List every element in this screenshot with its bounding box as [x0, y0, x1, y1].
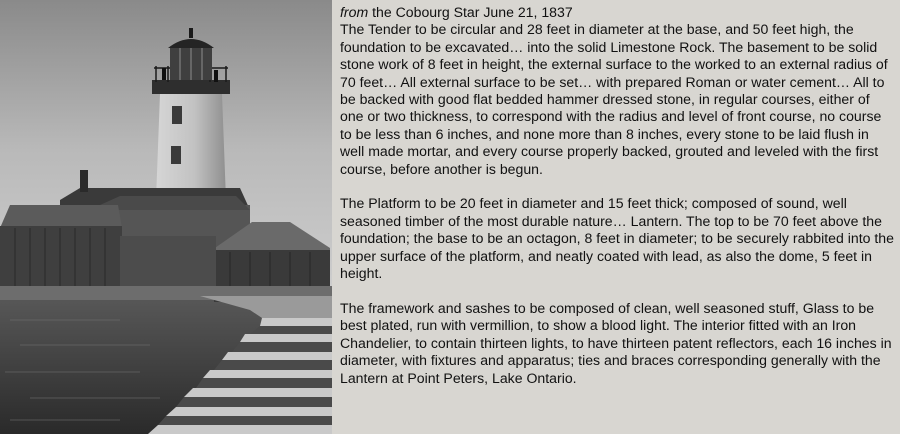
lighthouse-illustration — [0, 0, 332, 434]
source-prefix: from — [340, 4, 369, 20]
paragraph-tender: The Tender to be circular and 28 feet in diameter at the base, and 50 feet high, the foundation to be excavated… into the solid Limestone Rock. The basement to be solid stone work of 8 feet in height, the external surface to the worked to an external radius of 70 feet… All external surface to be set… with prepared Roman or water cement… All to be backed with good flat bedded hammer dressed stone, in regular courses, either of one or two thickness, to correspond with the radius and level of front course, no course to be less than 6 inches, and none more than 8 inches, every stone to be laid flush in well made mortar, and every course properly backed, grouted and leveled with the first course, before another is begun. — [340, 21, 888, 177]
source-line — [340, 4, 896, 21]
source-publication: the Cobourg Star June 21, 1837 — [368, 4, 573, 20]
lighthouse-photo — [0, 0, 332, 434]
article-text — [340, 4, 896, 404]
paragraph-framework: The framework and sashes to be composed of clean, well seasoned stuff, Glass to be best plated, run with vermillion, to show a blood light. The interior fitted with an Iron Chandelier, to contain thirteen lights, to have thirteen patent reflectors, each 16 inches in diameter, with fixtures and apparatus; ties and braces corresponding generally with the Lantern at Point Peters, Lake Ontario. — [340, 299, 892, 386]
paragraph-platform: The Platform to be 20 feet in diameter and 15 feet thick; composed of sound, well seasoned timber of the most durable nature… Lantern. The top to be 70 feet above the foundation; the base to be an octagon, 8 feet in diameter; to be securely rabbited into the upper surface of the platform, and neatly coated with lead, as also the dome, 5 feet in height. — [340, 195, 894, 282]
